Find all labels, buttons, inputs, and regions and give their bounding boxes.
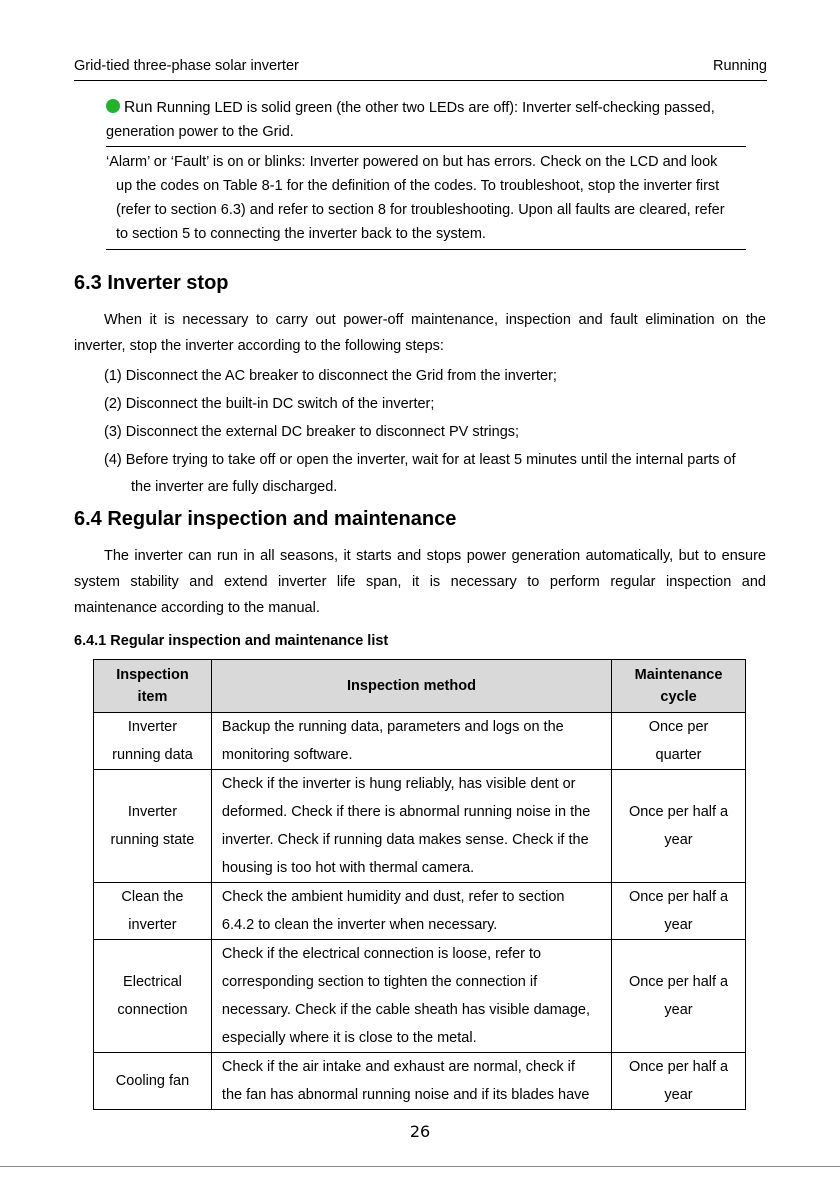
alarm-fault-note <box>106 147 746 250</box>
cell-cycle <box>612 883 746 940</box>
cell-method <box>211 940 611 1053</box>
header-inspection-method: Inspection method <box>211 660 611 713</box>
cell-cycle <box>612 770 746 883</box>
cell-line: 6.4.2 to clean the inverter when necessary. <box>221 917 498 933</box>
cell-line: quarter <box>655 747 702 763</box>
header-text: cycle <box>660 689 697 705</box>
header-section: Running <box>712 58 767 74</box>
header-text: Maintenance <box>634 667 723 683</box>
run-label: Run <box>124 99 153 116</box>
cell-line: Once per half a <box>628 1059 729 1075</box>
step-1: (1) Disconnect the AC breaker to disconnect the Grid from the inverter; <box>104 368 557 384</box>
page-header <box>74 56 767 81</box>
cell-line: monitoring software. <box>221 747 353 763</box>
header-title: Grid-tied three-phase solar inverter <box>74 58 299 74</box>
cell-line: inverter. Check if running data makes sense. Check if the <box>221 832 589 848</box>
cell-method <box>211 883 611 940</box>
table-body <box>94 713 746 1110</box>
section-heading-6-3: 6.3 Inverter stop <box>74 272 229 294</box>
footer-divider <box>0 1166 840 1167</box>
cell-line: Clean the <box>121 889 184 905</box>
cell-method <box>211 1053 611 1110</box>
paragraph-line: When it is necessary to carry out power-off maintenance, inspection and fault elimination on the <box>104 312 766 328</box>
cell-item <box>94 940 212 1053</box>
header-text: item <box>137 689 168 705</box>
cell-line: inverter <box>128 917 177 933</box>
alarm-line: (refer to section 6.3) and refer to section 8 for troubleshooting. Upon all faults are cleared, refer <box>116 202 725 218</box>
header-inspection-item <box>94 660 212 713</box>
cell-line: year <box>664 1087 693 1103</box>
cell-cycle <box>612 940 746 1053</box>
cell-line: especially where it is close to the metal. <box>221 1030 477 1046</box>
alarm-line: up the codes on Table 8-1 for the definition of the codes. To troubleshoot, stop the inverter first <box>116 178 720 194</box>
cell-line: Once per half a <box>628 974 729 990</box>
cell-line: Check if the electrical connection is loose, refer to <box>221 946 542 962</box>
cell-line: housing is too hot with thermal camera. <box>221 860 475 876</box>
cell-line: Once per half a <box>628 889 729 905</box>
cell-item <box>94 883 212 940</box>
cell-line: Inverter <box>127 804 178 820</box>
cell-line: running data <box>112 747 193 763</box>
step-2: (2) Disconnect the built-in DC switch of the inverter; <box>104 396 435 412</box>
cell-line: Electrical <box>123 974 182 990</box>
table-row <box>94 940 746 1053</box>
run-note-text-1: Running LED is solid green (the other two LEDs are off): Inverter self-checking passed, <box>152 100 715 116</box>
paragraph-line: system stability and extend inverter life span, it is necessary to perform regular inspection and <box>74 574 766 590</box>
cell-item <box>94 1053 212 1110</box>
cell-line: Check the ambient humidity and dust, refer to section <box>221 889 565 905</box>
cell-line: necessary. Check if the cable sheath has visible damage, <box>221 1002 590 1018</box>
run-note-text-2: generation power to the Grid. <box>106 124 294 140</box>
cell-cycle <box>612 1053 746 1110</box>
cell-method <box>211 770 611 883</box>
cell-line: year <box>664 832 693 848</box>
cell-line: connection <box>117 1002 188 1018</box>
table-row <box>94 713 746 770</box>
cell-cycle <box>612 713 746 770</box>
paragraph-line: The inverter can run in all seasons, it starts and stops power generation automatically, but to ensure <box>104 548 766 564</box>
cell-line: Cooling fan <box>115 1073 190 1089</box>
green-led-icon <box>106 99 120 113</box>
cell-line: corresponding section to tighten the connection if <box>221 974 538 990</box>
cell-item <box>94 713 212 770</box>
cell-line: Inverter <box>127 719 178 735</box>
alarm-line: ‘Alarm’ or ‘Fault’ is on or blinks: Inverter powered on but has errors. Check on the LCD and look <box>106 154 718 170</box>
table-row <box>94 1053 746 1110</box>
step-4-continued: the inverter are fully discharged. <box>131 479 338 495</box>
header-maintenance-cycle <box>612 660 746 713</box>
cell-line: year <box>664 1002 693 1018</box>
alarm-line: to section 5 to connecting the inverter back to the system. <box>116 226 486 242</box>
cell-line: year <box>664 917 693 933</box>
step-3: (3) Disconnect the external DC breaker to disconnect PV strings; <box>104 424 520 440</box>
cell-line: deformed. Check if there is abnormal running noise in the <box>221 804 591 820</box>
inspection-table <box>93 659 746 1110</box>
table-row <box>94 883 746 940</box>
header-text: Inspection <box>116 667 189 683</box>
page-number: 26 <box>409 1122 431 1141</box>
table-row <box>94 770 746 883</box>
cell-method <box>211 713 611 770</box>
step-4: (4) Before trying to take off or open the inverter, wait for at least 5 minutes until the internal parts of <box>104 452 736 468</box>
led-notes <box>106 96 746 250</box>
section-6-4-intro <box>74 543 766 621</box>
paragraph-line: maintenance according to the manual. <box>74 600 320 616</box>
run-led-note <box>106 96 746 147</box>
cell-line: Check if the air intake and exhaust are normal, check if <box>221 1059 575 1075</box>
cell-line: Once per half a <box>628 804 729 820</box>
cell-line: Once per <box>648 719 709 735</box>
cell-line: Backup the running data, parameters and logs on the <box>221 719 564 735</box>
section-6-3-intro <box>74 307 766 359</box>
section-heading-6-4: 6.4 Regular inspection and maintenance <box>74 508 457 530</box>
paragraph-line: inverter, stop the inverter according to the following steps: <box>74 338 444 354</box>
cell-line: the fan has abnormal running noise and if its blades have <box>221 1087 590 1103</box>
subsection-heading-6-4-1: 6.4.1 Regular inspection and maintenance list <box>74 633 389 649</box>
cell-item <box>94 770 212 883</box>
cell-line: Check if the inverter is hung reliably, has visible dent or <box>221 776 576 792</box>
cell-line: running state <box>110 832 195 848</box>
table-header-row <box>94 660 746 713</box>
